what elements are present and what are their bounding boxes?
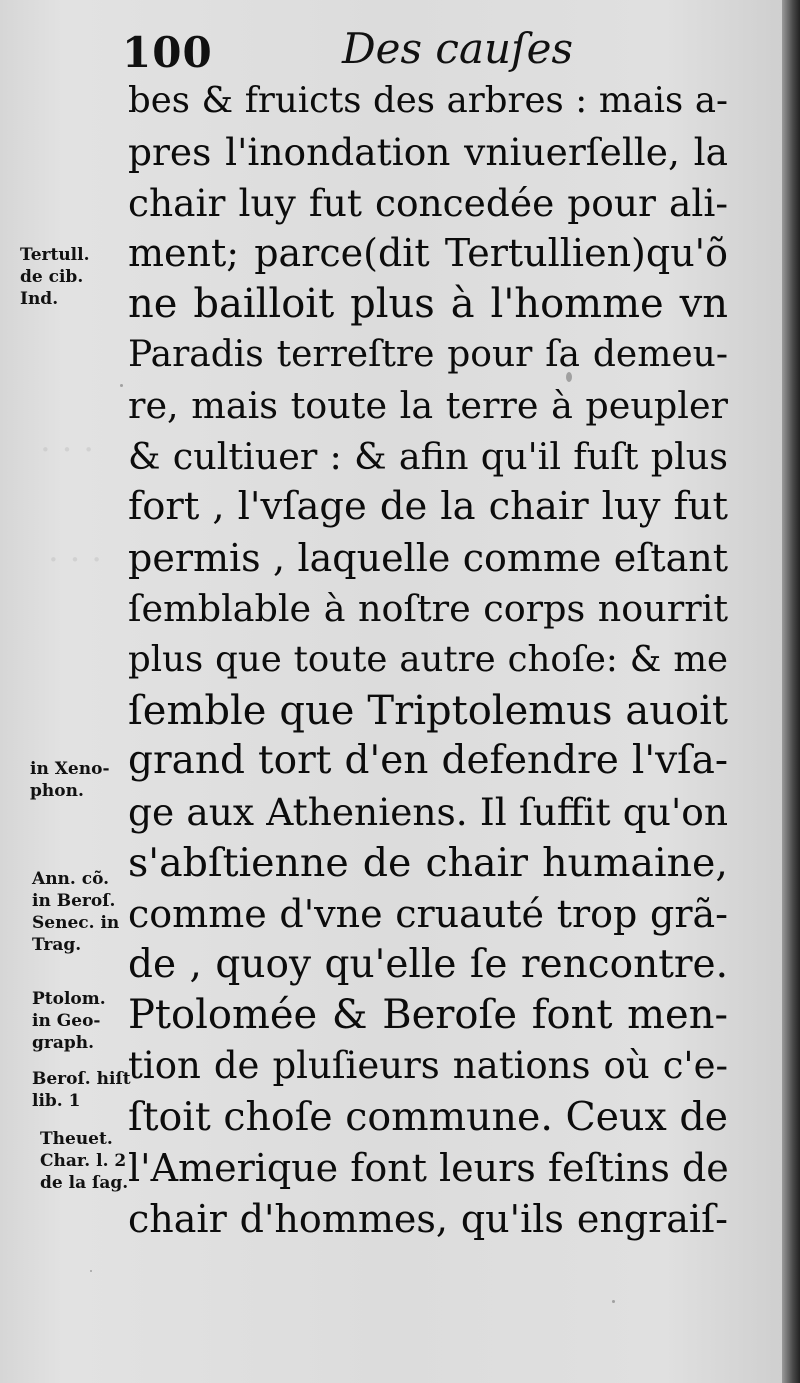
show-through-text: · · · xyxy=(40,430,95,470)
margin-note-line: Char. l. 2 xyxy=(40,1151,127,1171)
text-line: plus que toute autre choſe: & me xyxy=(128,638,728,680)
text-line: grand tort d'en defendre l'vſa- xyxy=(128,738,728,784)
margin-note-line: Trag. xyxy=(32,935,82,955)
text-line: re, mais toute la terre à peupler xyxy=(128,383,728,427)
margin-note-line: de cib. xyxy=(20,267,84,287)
text-line: chair d'hommes, qu'ils engraiſ- xyxy=(128,1196,728,1241)
page-number: 100 xyxy=(122,28,213,77)
text-line: bes & fruicts des arbres : mais a- xyxy=(128,80,728,121)
margin-note xyxy=(32,868,119,956)
margin-note-line: in Beroſ. xyxy=(32,891,116,911)
margin-note-line: de la ſag. xyxy=(40,1173,129,1193)
text-line: ment; parce(dit Tertullien)qu'õ xyxy=(128,231,728,276)
text-line: permis , laquelle comme eſtant xyxy=(128,536,728,581)
show-through-text: · · · xyxy=(48,540,103,580)
paper-speck xyxy=(120,384,123,387)
text-line: Ptolomée & Beroſe font men- xyxy=(128,992,728,1039)
text-line: ge aux Atheniens. Il ſuffit qu'on xyxy=(128,790,728,835)
text-line: comme d'vne cruauté trop grã- xyxy=(128,891,728,936)
page-header xyxy=(0,18,782,78)
text-line: ſemble que Triptolemus auoit xyxy=(128,687,728,734)
paper-speck xyxy=(90,1270,92,1272)
text-line: de , quoy qu'elle ſe rencontre. xyxy=(128,941,728,987)
text-line: ne bailloit plus à l'homme vn xyxy=(128,281,728,328)
margin-note xyxy=(20,244,90,310)
text-line: fort , l'vſage de la chair luy fut xyxy=(128,484,728,530)
margin-note-line: Ind. xyxy=(20,289,59,309)
margin-note-line: Senec. in xyxy=(32,913,120,933)
margin-note-line: Tertull. xyxy=(20,245,90,265)
body-text xyxy=(128,76,728,1244)
page-edge-shadow xyxy=(782,0,800,1383)
paper-speck xyxy=(566,372,572,382)
text-line: & cultiuer : & afin qu'il fuſt plus xyxy=(128,434,728,478)
text-line: pres l'inondation vniuerſelle, la xyxy=(128,129,728,174)
margin-note xyxy=(30,758,110,802)
text-line: l'Amerique font leurs feſtins de xyxy=(128,1145,729,1190)
text-line: s'abſtienne de chair humaine, xyxy=(128,839,728,886)
margin-note-line: phon. xyxy=(30,781,84,801)
margin-note-line: Beroſ. hiſt xyxy=(32,1069,131,1089)
margin-note xyxy=(40,1128,128,1194)
paper-speck xyxy=(612,1300,615,1303)
margin-note-line: in Xeno- xyxy=(30,759,110,779)
margin-note-line: Ptolom. xyxy=(32,989,106,1009)
margin-note-line: Theuet. xyxy=(40,1129,113,1149)
margin-note-line: in Geo- xyxy=(32,1011,101,1031)
text-line: tion de pluſieurs nations où c'e- xyxy=(128,1044,728,1088)
text-line: ſtoit choſe commune. Ceux de xyxy=(128,1093,728,1140)
margin-note-line: Ann. cõ. xyxy=(32,869,110,889)
margin-note xyxy=(32,988,106,1054)
text-line: ſemblable à noſtre corps nourrit xyxy=(128,586,728,630)
text-line: chair luy fut concedée pour ali- xyxy=(128,180,728,225)
running-head: Des cauſes xyxy=(342,24,573,73)
margin-note xyxy=(32,1068,131,1112)
text-line: Paradis terreſtre pour ſa demeu- xyxy=(128,333,728,375)
margin-note-line: lib. 1 xyxy=(32,1091,81,1111)
margin-note-line: graph. xyxy=(32,1033,95,1053)
